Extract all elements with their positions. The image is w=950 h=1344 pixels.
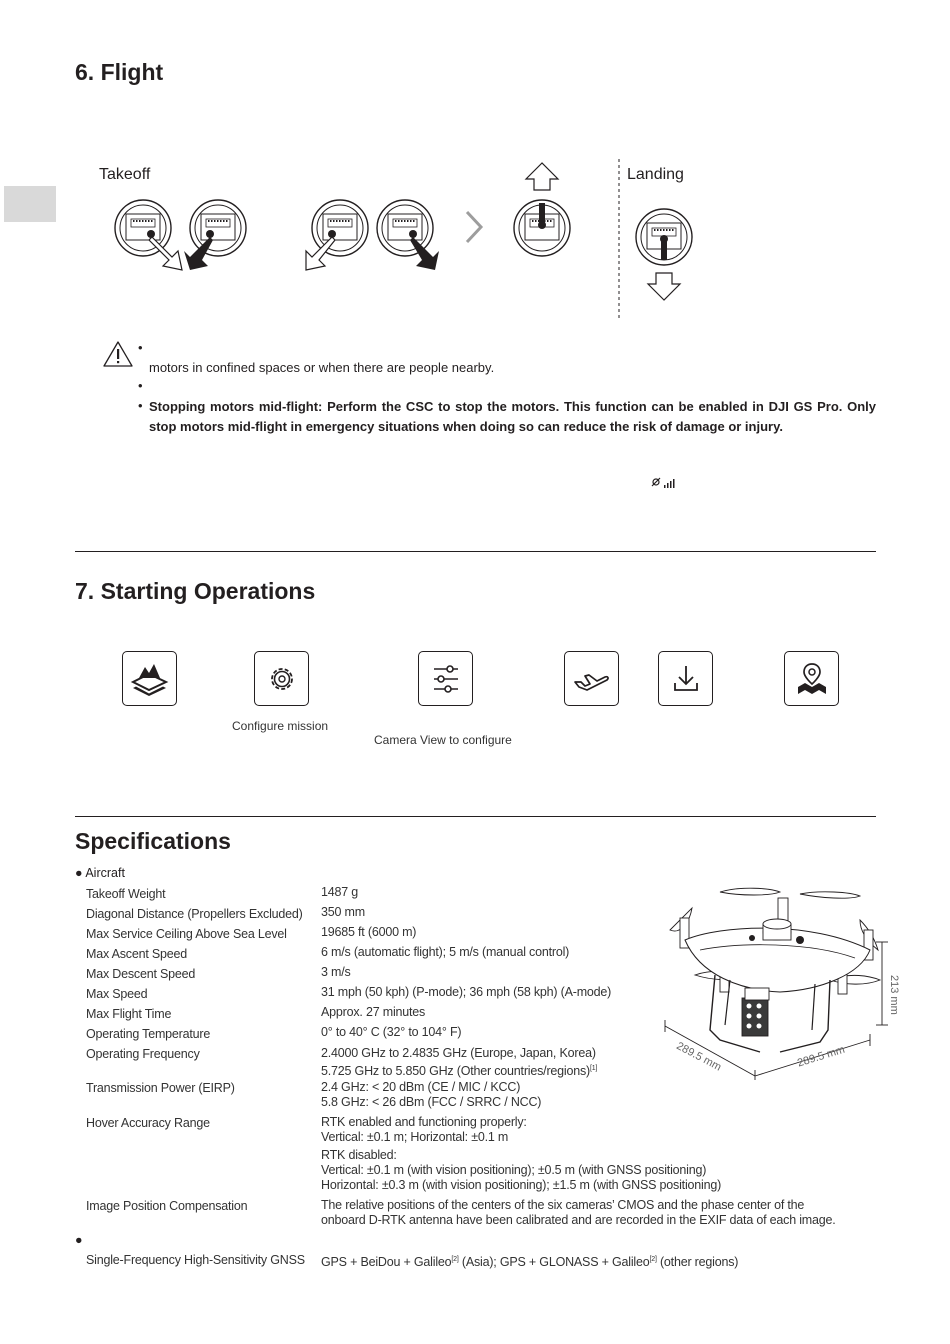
spec-value: 19685 ft (6000 m): [321, 925, 417, 939]
spec-label: Max Service Ceiling Above Sea Level: [86, 927, 287, 941]
aircraft-label: Aircraft: [85, 866, 125, 880]
spec-label: Max Speed: [86, 987, 148, 1001]
caption-configure-mission: Configure mission: [232, 719, 329, 733]
spec-value: 31 mph (50 kph) (P-mode); 36 mph (58 kph) (A-mode): [321, 985, 612, 999]
gnss-value-a: GPS + BeiDou + Galileo: [321, 1255, 452, 1270]
spec-value: Approx. 27 minutes: [321, 1005, 426, 1019]
warning-icon: [102, 340, 134, 368]
gnss-value-c: (other regions): [656, 1255, 739, 1270]
spec-label: Takeoff Weight: [86, 887, 166, 901]
spec-value-line: onboard D-RTK antenna have been calibrated and are recorded in the EXIF data of each image.: [321, 1213, 836, 1227]
spec-value: 350 mm: [321, 905, 365, 919]
gnss-value-b: (Asia); GPS + GLONASS + Galileo: [458, 1255, 650, 1270]
spec-label: Hover Accuracy Range: [86, 1116, 210, 1130]
operations-heading: 7. Starting Operations: [75, 578, 316, 604]
dimension-width-1: 289.5 mm: [674, 1040, 724, 1074]
spec-value: 3 m/s: [321, 965, 351, 979]
section-divider: [75, 551, 876, 552]
warning-line-1: motors in confined spaces or when there are people nearby.: [149, 360, 495, 375]
landing-label: Landing: [627, 166, 684, 183]
spec-value: 2.4000 GHz to 2.4835 GHz (Europe, Japan, Korea): [321, 1046, 596, 1060]
arrow-up-outline-icon: [526, 163, 558, 190]
caption-camera-view: Camera View to configure: [374, 733, 512, 747]
spec-value: 2.4 GHz: < 20 dBm (CE / MIC / KCC): [321, 1080, 521, 1094]
gear-icon: [254, 651, 309, 706]
spec-label: Operating Frequency: [86, 1047, 200, 1061]
spec-value-line: [321, 1061, 597, 1079]
side-tab: [4, 186, 56, 222]
spec-value: RTK enabled and functioning properly:: [321, 1115, 527, 1129]
gnss-value: [321, 1252, 738, 1270]
sliders-icon: [418, 651, 473, 706]
spec-label: Max Ascent Speed: [86, 947, 188, 961]
bullet-dot: •: [138, 378, 143, 393]
flight-heading: 6. Flight: [75, 59, 164, 85]
spec-value-line: RTK disabled:: [321, 1148, 397, 1162]
spec-value-line: Horizontal: ±0.3 m (with vision positioning); ±1.5 m (with GNSS positioning): [321, 1178, 722, 1192]
spec-value-line: 5.8 GHz: < 26 dBm (FCC / SRRC / NCC): [321, 1095, 542, 1109]
section-divider: [75, 816, 876, 817]
takeoff-label: Takeoff: [99, 166, 151, 183]
bullet-dot: •: [138, 398, 143, 413]
flight-stick-diagrams: [100, 155, 720, 325]
chevron-right-icon: [467, 212, 481, 242]
landing-throttle-stick: [636, 209, 692, 265]
map-area-icon: [122, 651, 177, 706]
takeoff-throttle-stick: [514, 200, 570, 256]
spec-value: 6 m/s (automatic flight); 5 m/s (manual control): [321, 945, 570, 959]
dimension-height: 213 mm: [888, 975, 900, 1015]
specifications-heading: Specifications: [75, 828, 231, 854]
download-icon: [658, 651, 713, 706]
spec-value-text: 5.725 GHz to 5.850 GHz (Other countries/regions): [321, 1064, 591, 1079]
airplane-icon: [564, 651, 619, 706]
dimension-width-2: 289.5 mm: [796, 1043, 847, 1070]
aircraft-category: ● Aircraft: [75, 866, 125, 880]
spec-label: Max Descent Speed: [86, 967, 196, 981]
footnote-marker: [1]: [590, 1065, 598, 1072]
footnote-marker: [2]: [451, 1256, 459, 1263]
warning-stop-motors: Stopping motors mid-flight: Perform the CSC to stop the motors. This function can be enabled in DJI GS Pro. Only stop motors mid-flight in emergency situations when doing so can reduce the risk of damage or injury.: [149, 399, 876, 434]
spec-value-line: Vertical: ±0.1 m; Horizontal: ±0.1 m: [321, 1130, 509, 1144]
spec-label: Operating Temperature: [86, 1027, 211, 1041]
gnss-category-bullet: ●: [75, 1233, 83, 1247]
map-pin-icon: [784, 651, 839, 706]
spec-value: 0° to 40° C (32° to 104° F): [321, 1025, 462, 1039]
footnote-marker: [2]: [649, 1256, 657, 1263]
spec-value-line: Vertical: ±0.1 m (with vision positioning); ±0.5 m (with GNSS positioning): [321, 1163, 707, 1177]
takeoff-right-stick-2: [377, 200, 433, 256]
spec-label: Diagonal Distance (Propellers Excluded): [86, 907, 303, 921]
arrow-down-outline-icon: [648, 273, 680, 300]
spec-label: Max Flight Time: [86, 1007, 172, 1021]
bullet-dot: •: [138, 340, 143, 355]
takeoff-left-stick-2: [312, 200, 368, 256]
spec-label: Single-Frequency High-Sensitivity GNSS: [86, 1253, 305, 1267]
gps-signal-icon: [650, 476, 676, 490]
spec-value: The relative positions of the centers of the six cameras’ CMOS and the phase center of the: [321, 1198, 805, 1212]
takeoff-right-stick-1: [190, 200, 246, 256]
spec-value: 1487 g: [321, 885, 359, 899]
spec-label: Image Position Compensation: [86, 1199, 248, 1213]
spec-label: Transmission Power (EIRP): [86, 1081, 235, 1095]
